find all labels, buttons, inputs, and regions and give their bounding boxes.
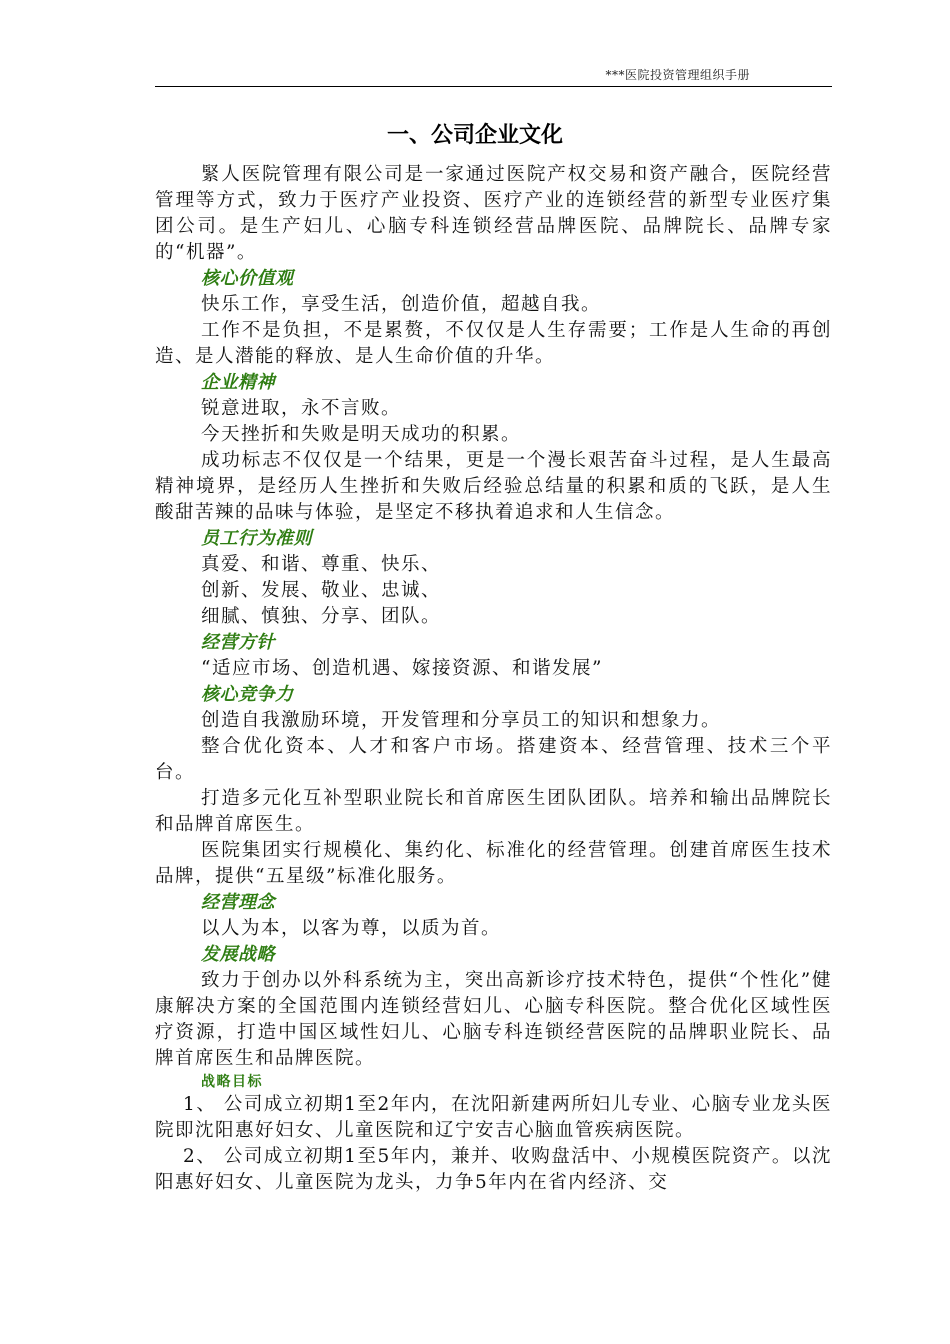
competitiveness-paragraph-3: 打造多元化互补型职业院长和首席医生团队团队。培养和输出品牌院长和品牌首席医生。 xyxy=(155,788,832,835)
conduct-line-3: 细腻、慎独、分享、团队。 xyxy=(201,606,442,627)
heading-core-values: 核心价值观 xyxy=(201,268,294,289)
heading-conduct: 员工行为准则 xyxy=(201,528,312,549)
conduct-line-2: 创新、发展、敬业、忠诚、 xyxy=(201,580,442,601)
competitiveness-paragraph-2: 整合优化资本、人才和客户市场。搭建资本、经营管理、技术三个平台。 xyxy=(155,736,832,783)
header-divider xyxy=(155,86,832,87)
conduct-line-1: 真爱、和谐、尊重、快乐、 xyxy=(201,554,442,575)
intro-paragraph: 緊人医院管理有限公司是一家通过医院产权交易和资产融合，医院经营管理等方式，致力于医疗产业投资、医疗产业的连锁经营的新型专业医疗集团公司。是生产妇儿、心脑专科连锁经营品牌医院、品牌院长、品牌专家的“机器”。 xyxy=(155,164,832,263)
heading-spirit: 企业精神 xyxy=(201,372,275,393)
strategy-paragraph: 致力于创办以外科系统为主，突出高新诊疗技术特色，提供“个性化”健康解决方案的全国范围内连锁经营妇儿、心脑专科医院。整合优化区域性医疗资源，打造中国区域性妇儿、心脑专科连锁经营医院的品牌职业院长、品牌首席医生和品牌医院。 xyxy=(155,970,832,1069)
page-title: 一、公司企业文化 xyxy=(386,123,563,148)
heading-strategy: 发展战略 xyxy=(201,944,275,965)
goal-item-2: 2、 公司成立初期1至5年内，兼并、收购盘活中、小规模医院资产。以沈阳惠好妇女、儿童医院为龙头，力争5年内在省内经济、交 xyxy=(155,1146,832,1193)
heading-policy: 经营方针 xyxy=(201,632,275,653)
core-values-paragraph-2: 工作不是负担，不是累赘，不仅仅是人生存需要；工作是人生命的再创造、是人潜能的释放、是人生命价值的升华。 xyxy=(155,320,832,367)
philosophy-line: 以人为本，以客为尊，以质为首。 xyxy=(201,918,502,939)
heading-competitiveness: 核心竞争力 xyxy=(201,684,294,705)
competitiveness-line-1: 创造自我激励环境，开发管理和分享员工的知识和想象力。 xyxy=(201,710,722,731)
spirit-line-2: 今天挫折和失败是明天成功的积累。 xyxy=(201,424,522,445)
core-values-line-1: 快乐工作，享受生活，创造价值，超越自我。 xyxy=(201,294,602,315)
goal-item-1: 1、 公司成立初期1至2年内，在沈阳新建两所妇儿专业、心脑专业龙头医院即沈阳惠好妇女、儿童医院和辽宁安吉心脑血管疾病医院。 xyxy=(155,1094,832,1141)
spirit-paragraph-3: 成功标志不仅仅是一个结果，更是一个漫长艰苦奋斗过程，是人生最高精神境界，是经历人生挫折和失败后经验总结量的积累和质的飞跃，是人生酸甜苦辣的品味与体验，是坚定不移执着追求和人生信念。 xyxy=(155,450,832,523)
running-header: ***医院投资管理组织手册 xyxy=(605,68,750,82)
heading-goals: 战略目标 xyxy=(201,1074,263,1090)
document-body xyxy=(155,162,832,1196)
heading-philosophy: 经营理念 xyxy=(201,892,275,913)
spirit-line-1: 锐意进取，永不言败。 xyxy=(201,398,402,419)
policy-line: “适应市场、创造机遇、嫁接资源、和谐发展” xyxy=(201,658,603,679)
competitiveness-paragraph-4: 医院集团实行规模化、集约化、标准化的经营管理。创建首席医生技术品牌，提供“五星级”标准化服务。 xyxy=(155,840,832,887)
